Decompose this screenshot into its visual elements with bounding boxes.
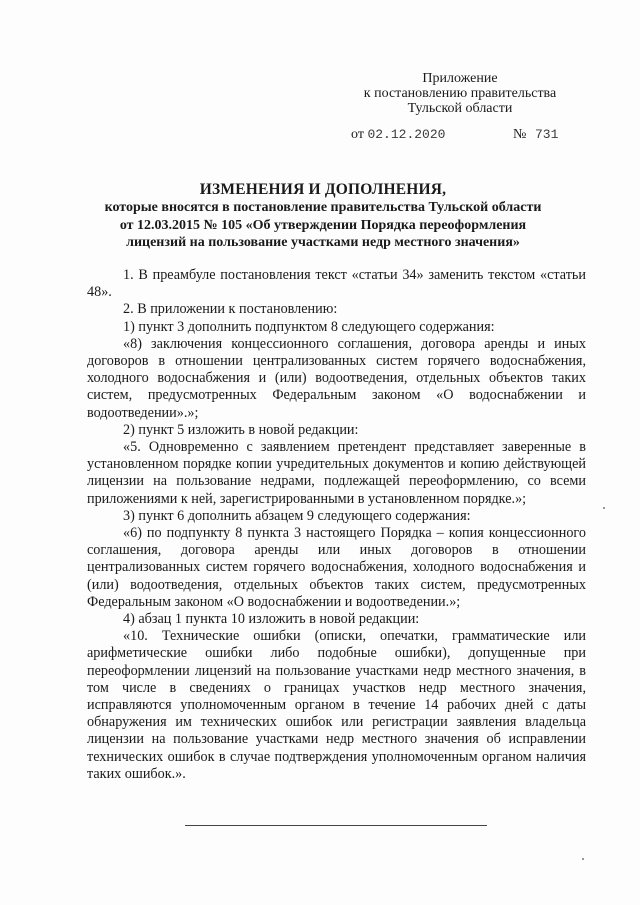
paragraph: 2. В приложении к постановлению: xyxy=(123,301,338,318)
scan-speck xyxy=(582,858,584,860)
date-label: от xyxy=(351,127,364,142)
document-body xyxy=(87,267,586,783)
paragraph: «6) по подпункту 8 пункта 3 настоящего Порядка – копия концессионного соглашения, договора аренды или иных договоров в отношении централизованных систем горячего водоснабжения, холодного водоснабжения и (или) водоотведения, отдельных объектов таких систем, предусмотренных Федеральным законом «О водоснабжении и водоотведении.»; xyxy=(87,525,586,610)
paragraph: 3) пункт 6 дополнить абзацем 9 следующего содержания: xyxy=(123,507,471,524)
paragraph: «5. Одновременно с заявлением претендент представляет заверенные в установленном порядке копии учредительных документов и копию действующей лицензии на пользование недрами, подлежащей переоформлению, со всеми приложениями к ней, зарегистрированными в установленном порядке.»; xyxy=(87,439,586,507)
paragraph: 1. В преамбуле постановления текст «статьи 34» заменить текстом «статьи 48». xyxy=(87,267,586,301)
number-label: № xyxy=(513,127,527,142)
title-sub-3: лицензий на пользование участками недр местного значения» xyxy=(126,235,520,250)
paragraph: 2) пункт 5 изложить в новой редакции: xyxy=(123,421,359,438)
scan-speck xyxy=(603,507,605,509)
appendix-line-1: Приложение xyxy=(422,71,498,86)
title-sub-2: от 12.03.2015 № 105 «Об утверждении Порядка переоформления xyxy=(119,217,527,233)
document-date: 02.12.2020 xyxy=(367,127,446,142)
document-number: 731 xyxy=(535,127,559,142)
title-main: ИЗМЕНЕНИЯ И ДОПОЛНЕНИЯ, xyxy=(199,181,447,198)
appendix-line-3: Тульской области xyxy=(407,101,513,116)
closing-divider xyxy=(185,825,487,826)
paragraph: «10. Технические ошибки (описки, опечатки, грамматические или арифметические ошибки либо подобные ошибки), допущенные при переоформлении лицензий на пользование участками недр местного значения, в том числе в сведениях о границах участков недр местного значения, исправляются уполномоченным органом в течение 14 рабочих дней с даты обнаружения им технических ошибок или регистрации заявления владельца лицензии на пользование участками недр местного значения об исправлении технических ошибок в случае подтверждения уполномоченным органом наличия таких ошибок.». xyxy=(87,628,586,782)
document-date-number xyxy=(351,127,559,143)
title-sub-1: которые вносятся в постановление правительства Тульской области xyxy=(104,200,542,215)
document-title xyxy=(70,180,576,252)
paragraph: 1) пункт 3 дополнить подпунктом 8 следующего содержания: xyxy=(123,318,495,335)
appendix-header xyxy=(330,71,590,116)
appendix-line-2: к постановлению правительства xyxy=(363,86,557,101)
paragraph: 4) абзац 1 пункта 10 изложить в новой редакции: xyxy=(123,611,420,628)
paragraph: «8) заключения концессионного соглашения, договора аренды и иных договоров в отношении централизованных систем горячего водоснабжения, холодного водоснабжения и (или) водоотведения, отдельных объектов таких систем, предусмотренных Федеральным законом «О водоснабжении и водоотведении».»; xyxy=(87,335,586,421)
